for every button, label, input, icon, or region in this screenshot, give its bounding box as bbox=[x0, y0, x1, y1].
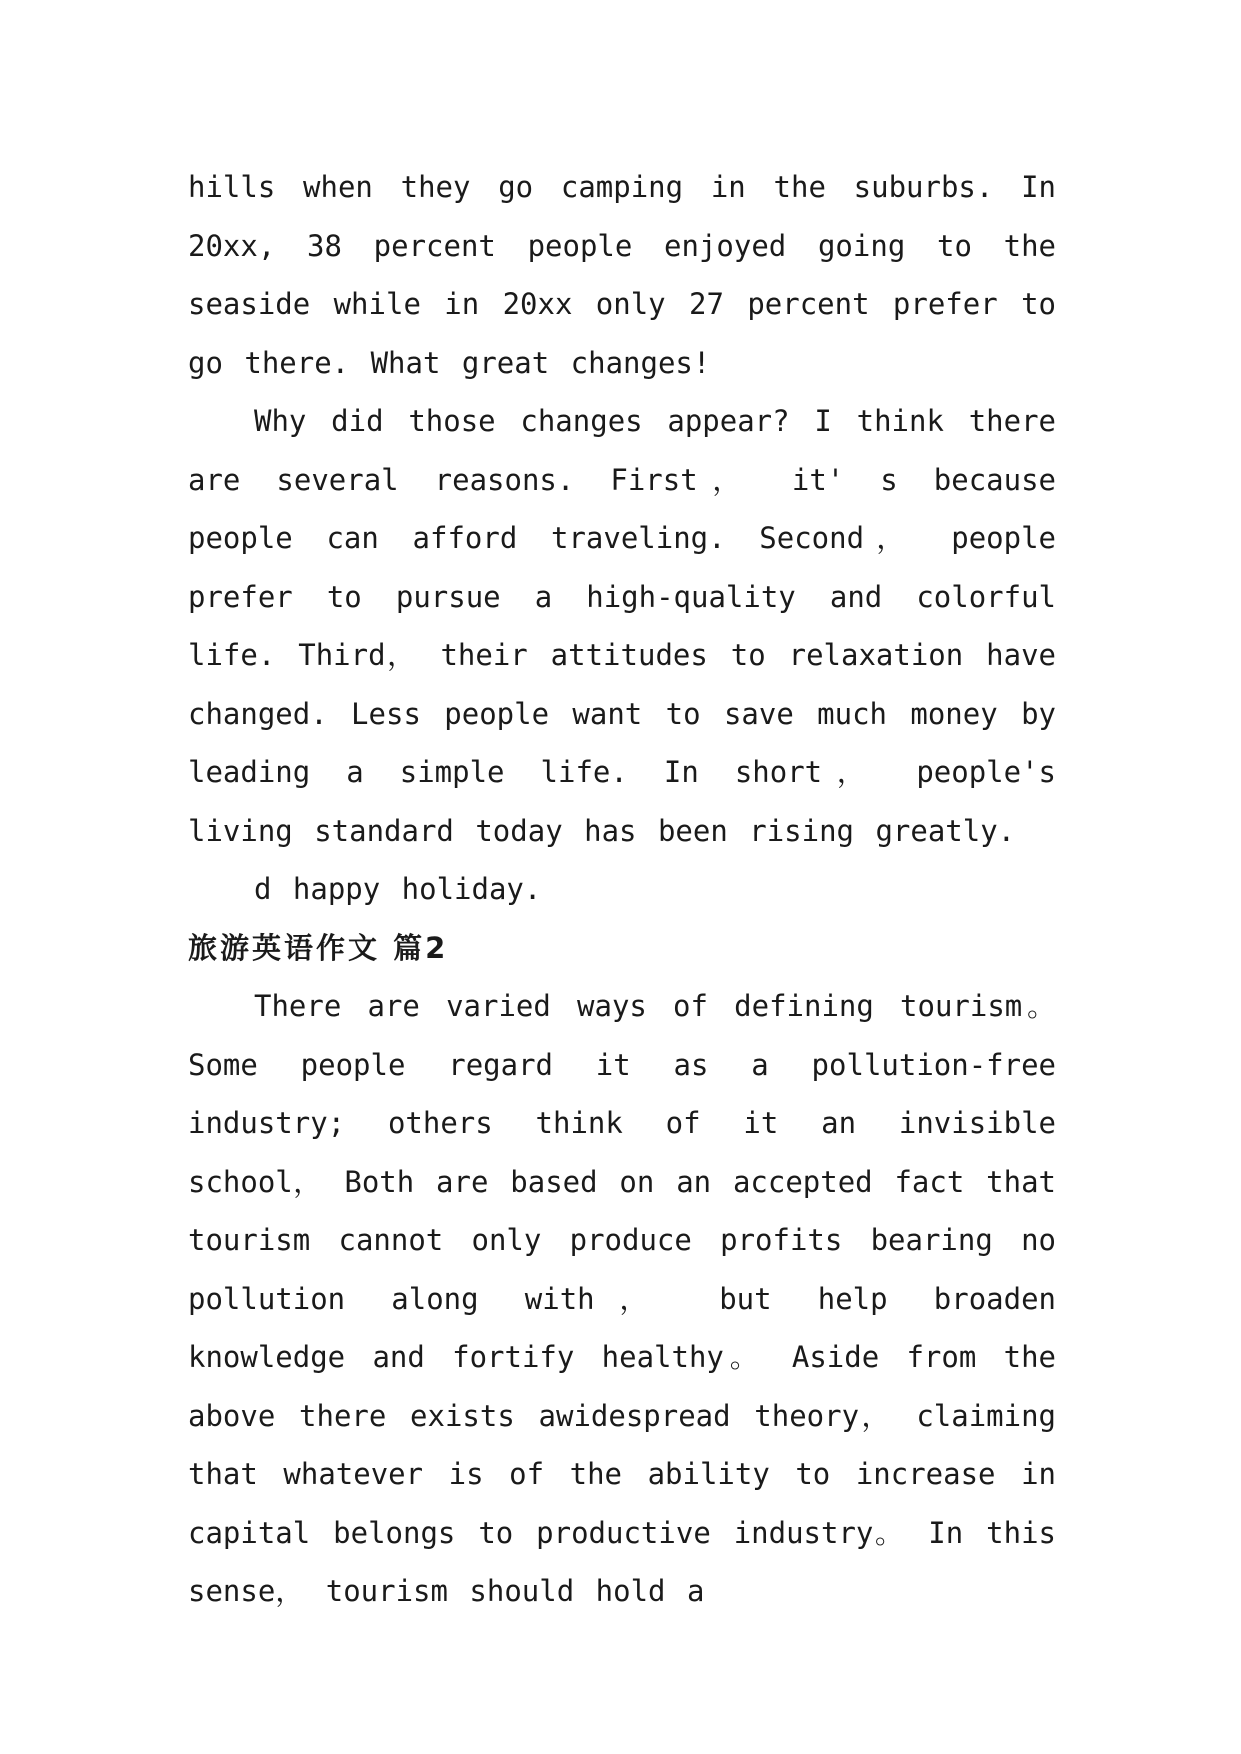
paragraph-tourism-definition: There are varied ways of defining tourism。 Some people regard it as a pollution-free industry; others think of it an invisible school， Both are based on an accepted fact that tourism cannot only produce profits bearing no pollution along with， but help broaden knowledge and fortify healthy。 Aside from the above there exists awidespread theory， claiming that whatever is of the ability to increase in capital belongs to productive industry。 In this sense， tourism should hold a bbox=[188, 989, 1056, 1608]
document-body bbox=[188, 158, 1056, 1621]
paragraph-camping-stats: hills when they go camping in the suburbs. In 20xx, 38 percent people enjoyed going to the seaside while in 20xx only 27 percent prefer to go there. What great changes! bbox=[188, 170, 1056, 380]
paragraph-reasons: Why did those changes appear? I think there are several reasons. First， it' s because people can afford traveling. Second， people prefer to pursue a high-quality and colorful life. Third， their attitudes to relaxation have changed. Less people want to save much money by leading a simple life. In short， people's living standard today has been rising greatly. bbox=[188, 404, 1056, 848]
paragraph-holiday: d happy holiday. bbox=[254, 872, 542, 906]
section-heading: 旅游英语作文 篇2 bbox=[188, 930, 449, 965]
